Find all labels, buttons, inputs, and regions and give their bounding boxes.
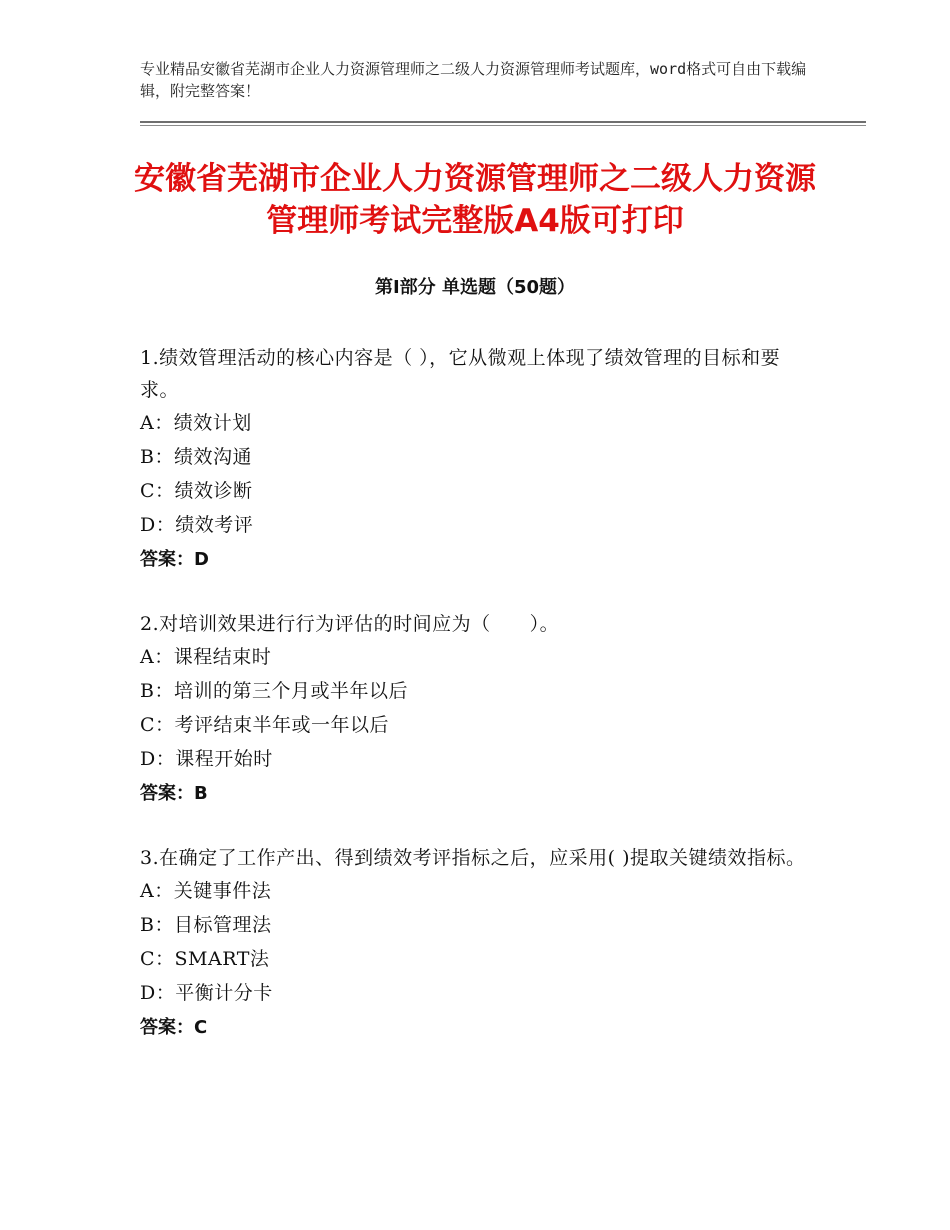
header-note: 专业精品安徽省芜湖市企业人力资源管理师之二级人力资源管理师考试题库，word格式可自由下载编辑，附完整答案！ <box>140 60 807 100</box>
option-a: A：绩效计划 <box>140 412 252 434</box>
answer: 答案：B <box>140 783 208 804</box>
question-1 <box>140 342 810 578</box>
document-title: 安徽省芜湖市企业人力资源管理师之二级人力资源管理师考试完整版A4版可打印 <box>134 161 816 239</box>
option-a: A：关键事件法 <box>140 880 272 902</box>
section-title: 第Ⅰ部分 单选题（50题） <box>374 277 575 298</box>
option-b: B：目标管理法 <box>140 914 272 936</box>
option-c: C：SMART法 <box>140 948 270 970</box>
question-3 <box>140 842 810 1046</box>
question-stem: 1.绩效管理活动的核心内容是（ ），它从微观上体现了绩效管理的目标和要求。 <box>140 347 781 401</box>
option-d: D：平衡计分卡 <box>140 982 273 1004</box>
option-b: B：绩效沟通 <box>140 446 252 468</box>
answer: 答案：C <box>140 1017 208 1038</box>
question-stem: 3.在确定了工作产出、得到绩效考评指标之后，应采用( )提取关键绩效指标。 <box>140 847 806 869</box>
option-d: D：绩效考评 <box>140 514 254 536</box>
question-list <box>140 342 810 1076</box>
option-a: A：课程结束时 <box>140 646 272 668</box>
option-c: C：绩效诊断 <box>140 480 253 502</box>
header-divider-thin <box>140 125 866 126</box>
header-divider-thick <box>140 121 866 123</box>
option-c: C：考评结束半年或一年以后 <box>140 714 390 736</box>
option-b: B：培训的第三个月或半年以后 <box>140 680 408 702</box>
answer: 答案：D <box>140 549 209 570</box>
option-d: D：课程开始时 <box>140 748 273 770</box>
question-2 <box>140 608 810 812</box>
question-stem: 2.对培训效果进行行为评估的时间应为（ ）。 <box>140 613 560 635</box>
